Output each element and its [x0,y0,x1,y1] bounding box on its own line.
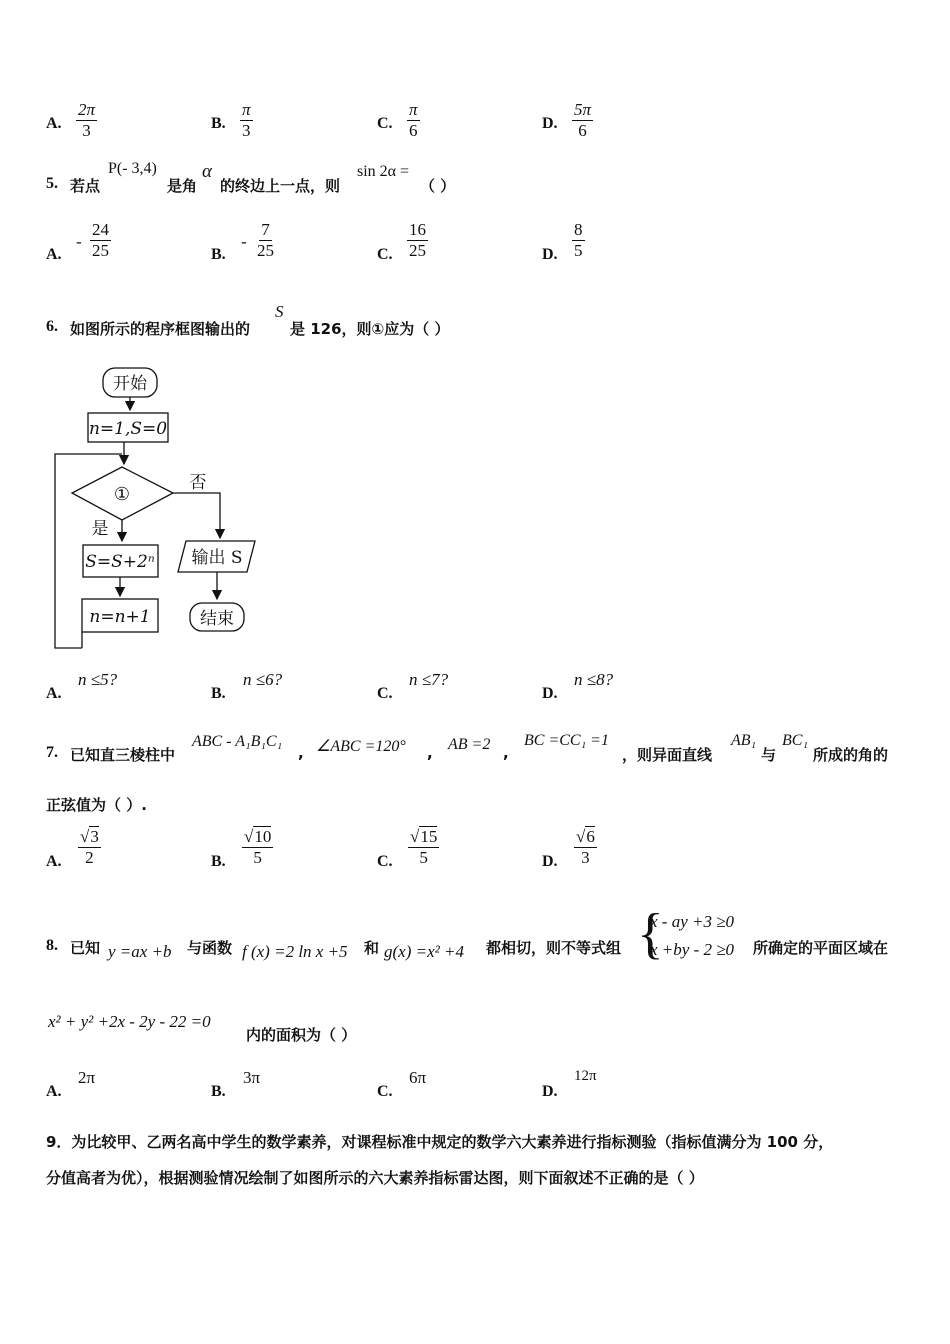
q8-text-2: 与函数 [187,939,233,957]
q7-text-3: 与 [761,746,777,764]
q7-angle: ∠ABC =120° [316,738,406,755]
q7-bc: BC =CC₁ =1 [524,732,609,749]
q7-option-c-fraction: $\frac{√15}{5}$ [410,827,438,868]
flow-output-label: 输出 S [191,548,243,568]
q8-f: f (x) =2 ln x +5 [242,942,348,961]
q5-option-a-label: A. [46,246,62,263]
q5-option-b-label: B. [211,246,226,263]
q7-option-d-label: D. [542,853,558,870]
q4-option-a-fraction: $\frac{2\pi}{3}$ [78,100,96,141]
q4-option-a-label: A. [46,115,62,132]
q5-number: 5. [46,175,58,192]
q7-text-4: 所成的角的 [813,746,889,764]
q6-text-1: 如图所示的程序框图输出的 [70,320,251,338]
q4-option-d-fraction: $\frac{5\pi}{6}$ [574,100,592,141]
q4-option-b-fraction: $\frac{\pi}{3}$ [242,100,251,141]
q6-option-c-text: n ≤7? [409,670,449,689]
q7-option-c-label: C. [377,853,393,870]
q6-option-d-text: n ≤8? [574,670,614,689]
q4-option-c-fraction: $\frac{\pi}{6}$ [409,100,418,141]
flow-update-n-label: n=n+1 [89,607,151,627]
q4-option-b-label: B. [211,115,226,132]
q7-bc1: BC₁ [782,732,809,749]
q8-inequality-1: x - ay +3 ≥0 [650,912,735,931]
q8-option-c-text: 6π [409,1068,427,1087]
q7-comma-3: , [503,744,509,762]
q6-text-2: 是 126，则①应为（ ） [290,320,450,338]
flow-init-label: n=1,S=0 [88,419,168,439]
flow-end-label: 结束 [200,609,234,629]
q8-text-1: 已知 [70,939,101,957]
q6-option-b-label: B. [211,685,226,702]
q7-comma-1: , [298,744,304,762]
q7-option-a-label: A. [46,853,62,870]
flow-no-label: 否 [189,473,207,493]
q8-option-c-label: C. [377,1083,393,1100]
q5-expression: sin 2α = [357,163,410,180]
q9-line-2: 分值高者为优），根据测验情况绘制了如图所示的六大素养指标雷达图，则下面叙述不正确的是（ ） [46,1169,704,1187]
flow-start-label: 开始 [113,374,147,394]
q5-option-c-fraction: $\frac{16}{25}$ [409,220,426,261]
q4-option-c-label: C. [377,115,393,132]
q8-option-b-label: B. [211,1083,226,1100]
flow-condition-label: ① [113,484,131,505]
q7-option-d-fraction: $\frac{√6}{3}$ [576,827,595,868]
q6-number: 6. [46,318,58,335]
q5-paren: （ ） [420,177,456,195]
flow-yes-label: 是 [91,519,109,539]
q7-ab1: AB₁ [731,732,757,749]
q5-option-b-fraction: $\frac{7}{25}$ [257,220,274,261]
q6-s-variable: S [275,302,284,321]
q5-text-3: 的终边上一点，则 [220,177,341,195]
q5-point: P(- 3,4) [108,160,157,177]
q5-text-2: 是角 [167,177,198,195]
q5-option-a-sign: - [76,232,82,251]
q9-line-1: 9．为比较甲、乙两名高中学生的数学素养，对课程标准中规定的数学六大素养进行指标测验（指标值满分为 100 分， [46,1133,834,1151]
q7-number: 7. [46,744,58,761]
q5-alpha: α [202,161,212,182]
q8-text-3: 和 [364,939,380,957]
q5-option-a-fraction: $\frac{24}{25}$ [92,220,109,261]
flow-update-s-label: S=S+2ⁿ [85,552,155,572]
q6-option-c-label: C. [377,685,393,702]
q7-option-b-label: B. [211,853,226,870]
q6-option-a-label: A. [46,685,62,702]
q8-number: 8. [46,937,58,954]
q8-option-a-text: 2π [78,1068,96,1087]
q8-text-5: 所确定的平面区域在 [753,939,889,957]
q8-circle: x² + y² +2x - 2y - 22 =0 [48,1012,211,1031]
q7-option-b-fraction: $\frac{√10}{5}$ [244,827,272,868]
q6-option-b-text: n ≤6? [243,670,283,689]
q7-ab: AB =2 [448,736,491,753]
q7-option-a-fraction: $\frac{√3}{2}$ [80,827,99,868]
q8-option-d-label: D. [542,1083,558,1100]
q5-option-b-sign: - [241,232,247,251]
q8-brace: { [637,903,664,965]
q5-option-c-label: C. [377,246,393,263]
q4-option-d-label: D. [542,115,558,132]
q8-option-b-text: 3π [243,1068,261,1087]
q6-option-a-text: n ≤5? [78,670,118,689]
q7-comma-2: , [427,744,433,762]
q8-text-4: 都相切，则不等式组 [486,939,622,957]
q8-option-a-label: A. [46,1083,62,1100]
q8-text-6: 内的面积为（ ） [246,1026,357,1044]
q7-prism: ABC - A₁B₁C₁ [192,733,283,750]
q8-g: g(x) =x² +4 [384,942,464,961]
q5-option-d-label: D. [542,246,558,263]
q6-option-d-label: D. [542,685,558,702]
q7-text-5: 正弦值为（ ）. [46,796,147,814]
q5-text-1: 若点 [70,177,101,195]
q7-text-2: ，则异面直线 [622,746,713,764]
q5-option-d-fraction: $\frac{8}{5}$ [574,220,583,261]
q8-inequality-2: x +by - 2 ≥0 [650,940,735,959]
q8-option-d-text: 12π [574,1068,597,1084]
q7-text-1: 已知直三棱柱中 [70,746,176,764]
q8-line: y =ax +b [108,942,172,961]
